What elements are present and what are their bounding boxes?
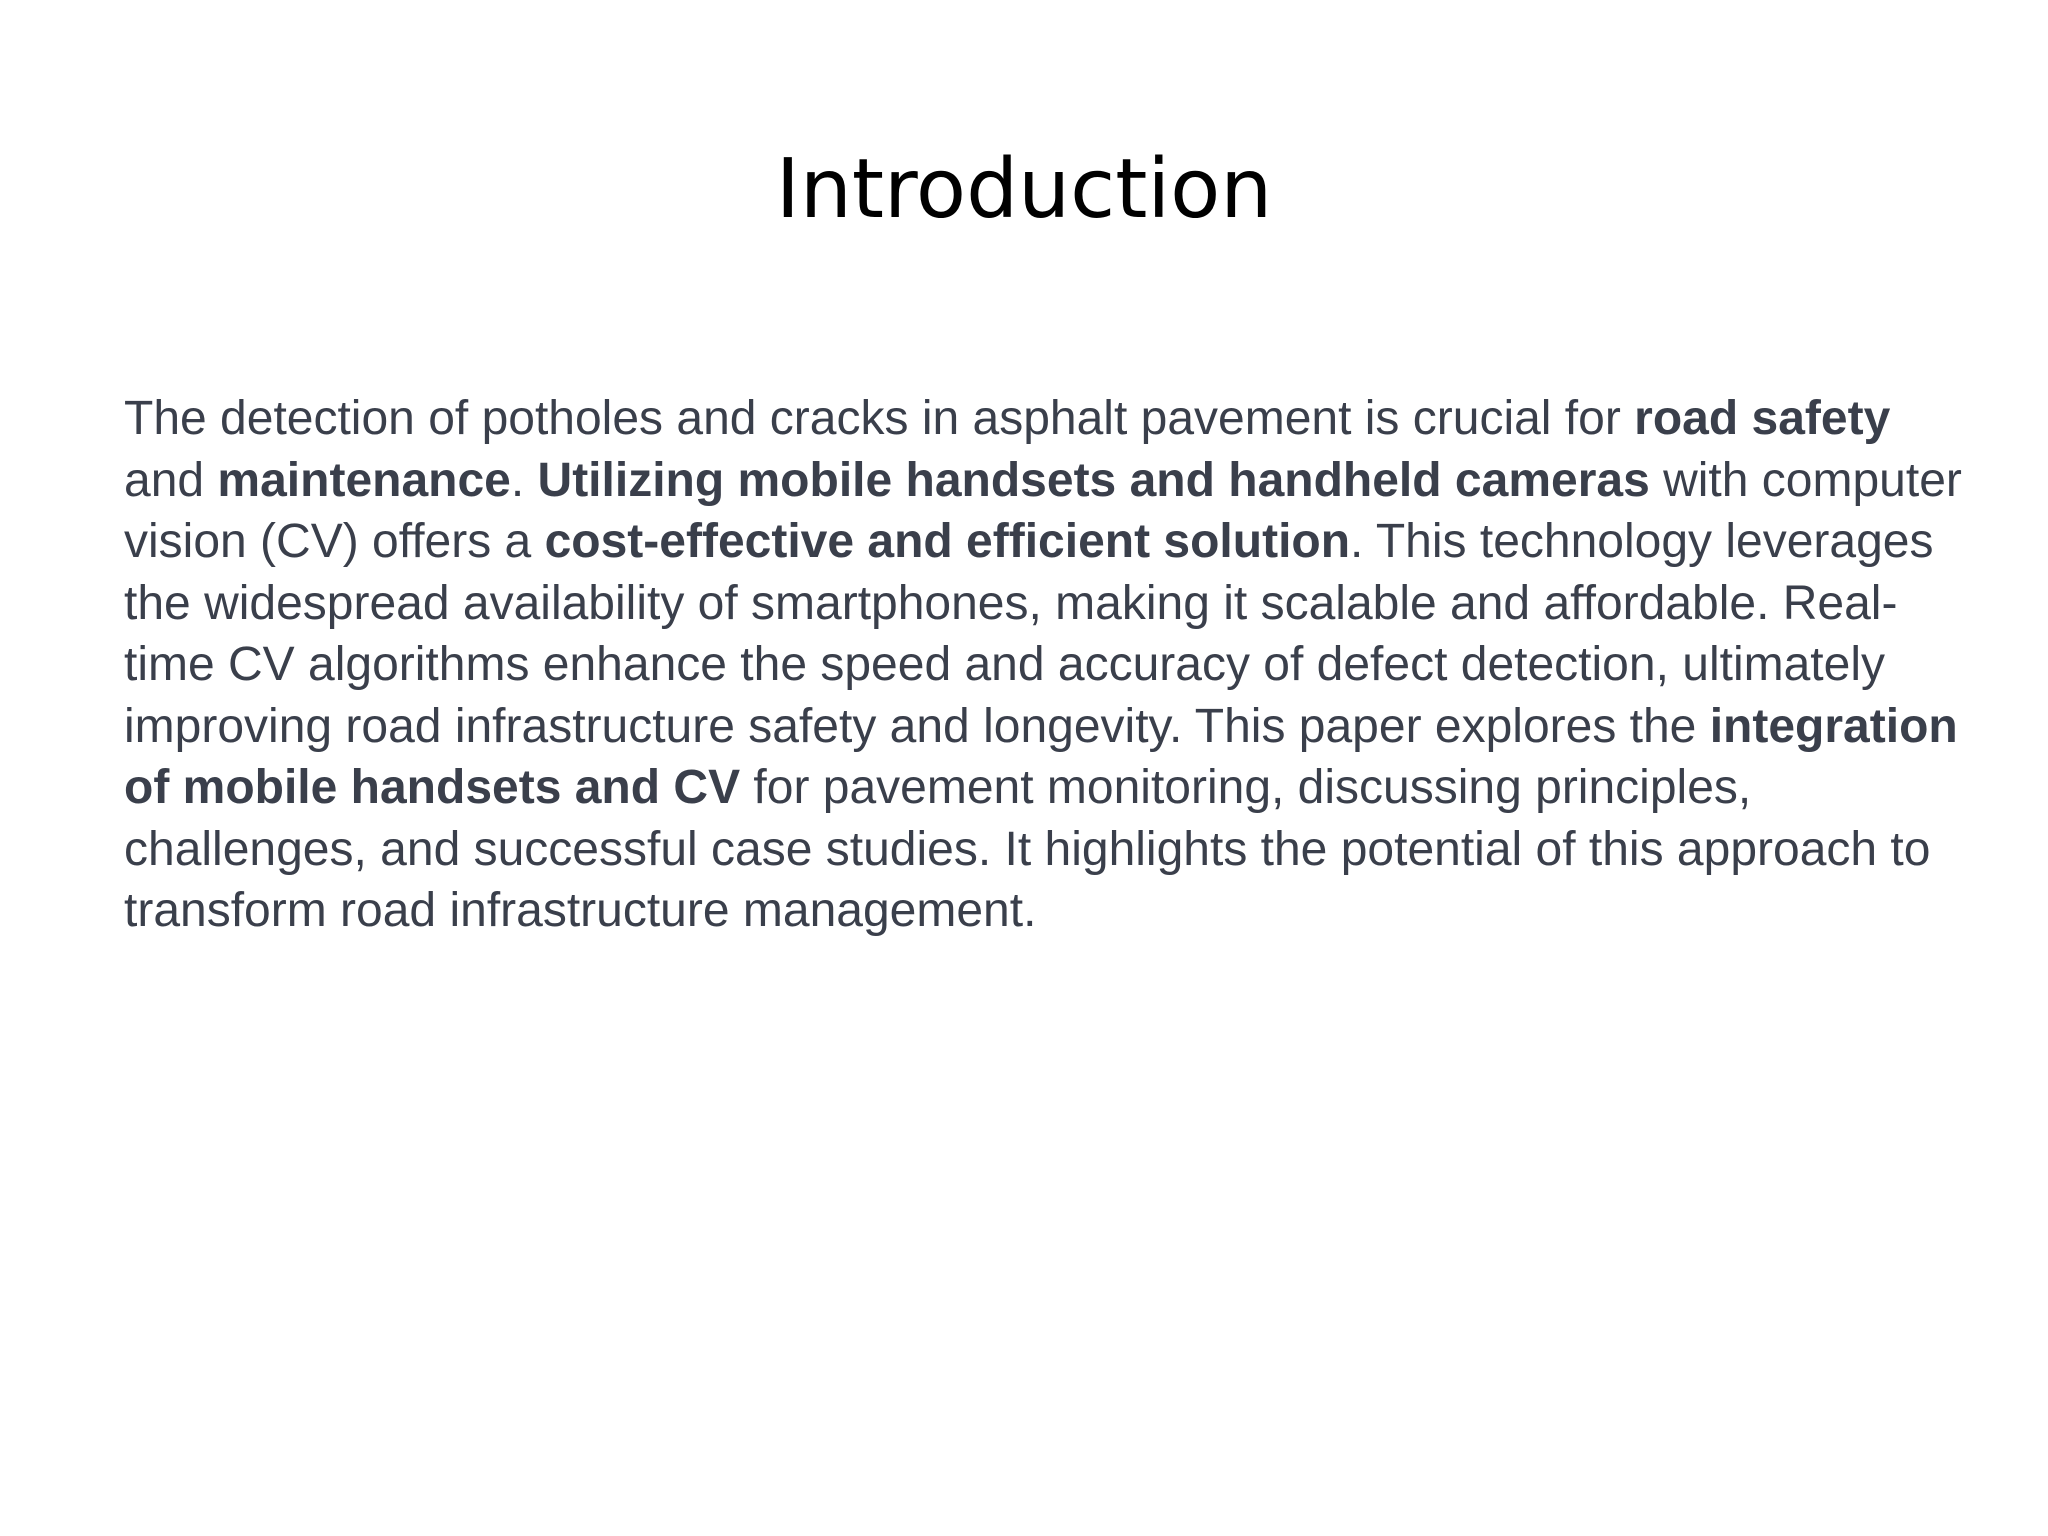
body-bold-segment: road safety — [1634, 392, 1891, 445]
body-bold-segment: integration of mobile handsets and CV — [124, 699, 1958, 814]
body-bold-segment: maintenance — [217, 453, 511, 507]
body-text-segment: The detection of potholes and cracks in asphalt pavement is crucial for — [124, 392, 1635, 445]
body-text-segment: for pavement monitoring, discussing principles, challenges, and successful case studies. It highlights the potential of this approach to transform road infrastructure management. — [124, 761, 1931, 937]
body-text-segment: and — [124, 453, 218, 507]
body-bold-segment: Utilizing mobile handsets and handheld cameras — [537, 453, 1650, 507]
body-text-segment: with computer vision (CV) offers a — [124, 453, 1962, 568]
body-bold-segment: cost-effective and efficient solution — [544, 515, 1351, 568]
body-text-segment: . This technology leverages the widespread availability of smartphones, making it scalable and affordable. Real-time CV algorithms enhance the speed and accuracy of defect detection, ultimately improving road infrastructure safety and longevity. This paper explores the — [124, 515, 1934, 753]
slide-title: Introduction — [775, 142, 1273, 237]
slide-body-paragraph — [124, 388, 1974, 942]
body-text-segment: . — [510, 453, 538, 507]
